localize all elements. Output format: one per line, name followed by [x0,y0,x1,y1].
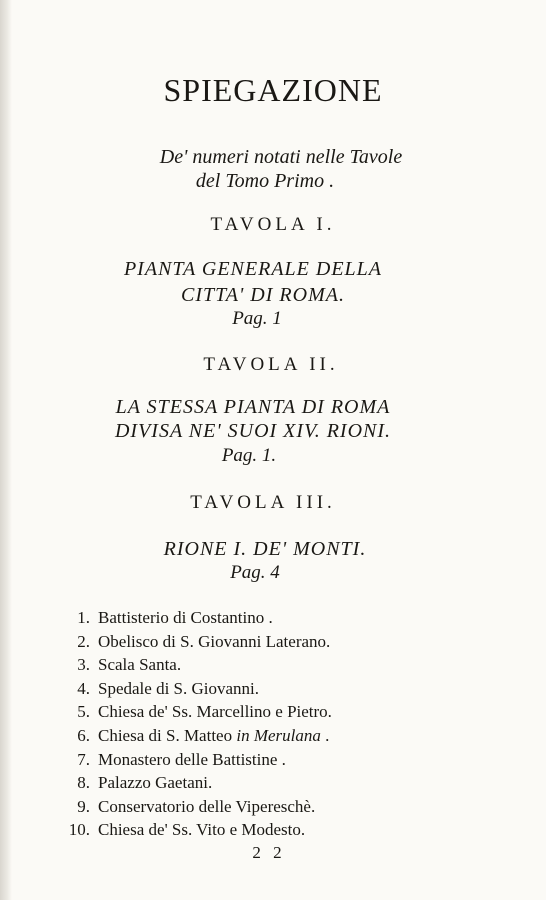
item-text: Chiesa de' Ss. Marcellino e Pietro. [98,702,332,722]
item-number: 9. [77,796,90,816]
item-text-roman: Chiesa di S. Matteo [98,725,237,745]
item-number: 4. [77,678,90,698]
item-number: 1. [77,608,90,627]
item-text: Obelisco di S. Giovanni Laterano. [98,631,331,651]
list-item [0,748,546,772]
item-number: 5. [77,702,90,722]
item-number: 7. [77,749,90,769]
list-item [0,677,546,701]
list-item [0,795,546,819]
plate-3-page: Pag. 4 [230,562,280,583]
list-item [0,724,546,748]
subtitle-line-1: De' numeri notati nelle Tavole [159,146,403,168]
list-item [0,700,546,724]
plate-2-heading: TAVOLA II. [203,354,339,375]
plate-3-name-line-1: RIONE I. DE' MONTI. [163,538,367,560]
list-item [0,771,546,795]
plate-1-heading: TAVOLA I. [210,214,336,235]
item-text: Spedale di S. Giovanni. [98,678,260,698]
plate-2-name-line-2: DIVISA NE' SUOI XIV. RIONI. [114,420,392,442]
list-item [0,653,546,677]
item-number: 6. [77,725,90,745]
building-list [0,606,546,842]
item-number: 8. [77,773,90,793]
item-number: 2. [77,631,90,651]
page-title: SPIEGAZIONE [163,72,383,108]
signature-mark: 2 2 [252,843,286,862]
item-text-tail: . [320,725,330,745]
list-item [0,818,546,842]
item-text: Chiesa de' Ss. Vito e Modesto. [98,820,306,840]
item-text: Conservatorio delle Vipereschè. [98,796,316,816]
item-text: Monastero delle Battistine . [98,749,286,769]
list-item [0,606,546,630]
plate-3-heading: TAVOLA III. [190,492,336,513]
plate-1-name-line-1: PIANTA GENERALE DELLA [123,258,383,280]
item-text: Battisterio di Costantino . [98,608,273,627]
plate-1-name-line-2: CITTA' DI ROMA. [181,284,345,306]
item-text [98,724,329,748]
item-number: 10. [68,820,90,840]
item-number: 3. [77,655,90,675]
list-item [0,630,546,654]
plate-2-name-line-1: LA STESSA PIANTA DI ROMA [115,396,391,418]
plate-1-page: Pag. 1 [232,308,282,329]
item-text: Palazzo Gaetani. [98,773,213,793]
plate-2-page: Pag. 1. [221,445,277,466]
item-text: Scala Santa. [98,655,182,675]
subtitle-line-2: del Tomo Primo . [195,170,335,192]
item-text-italic: in Merulana [236,725,321,745]
